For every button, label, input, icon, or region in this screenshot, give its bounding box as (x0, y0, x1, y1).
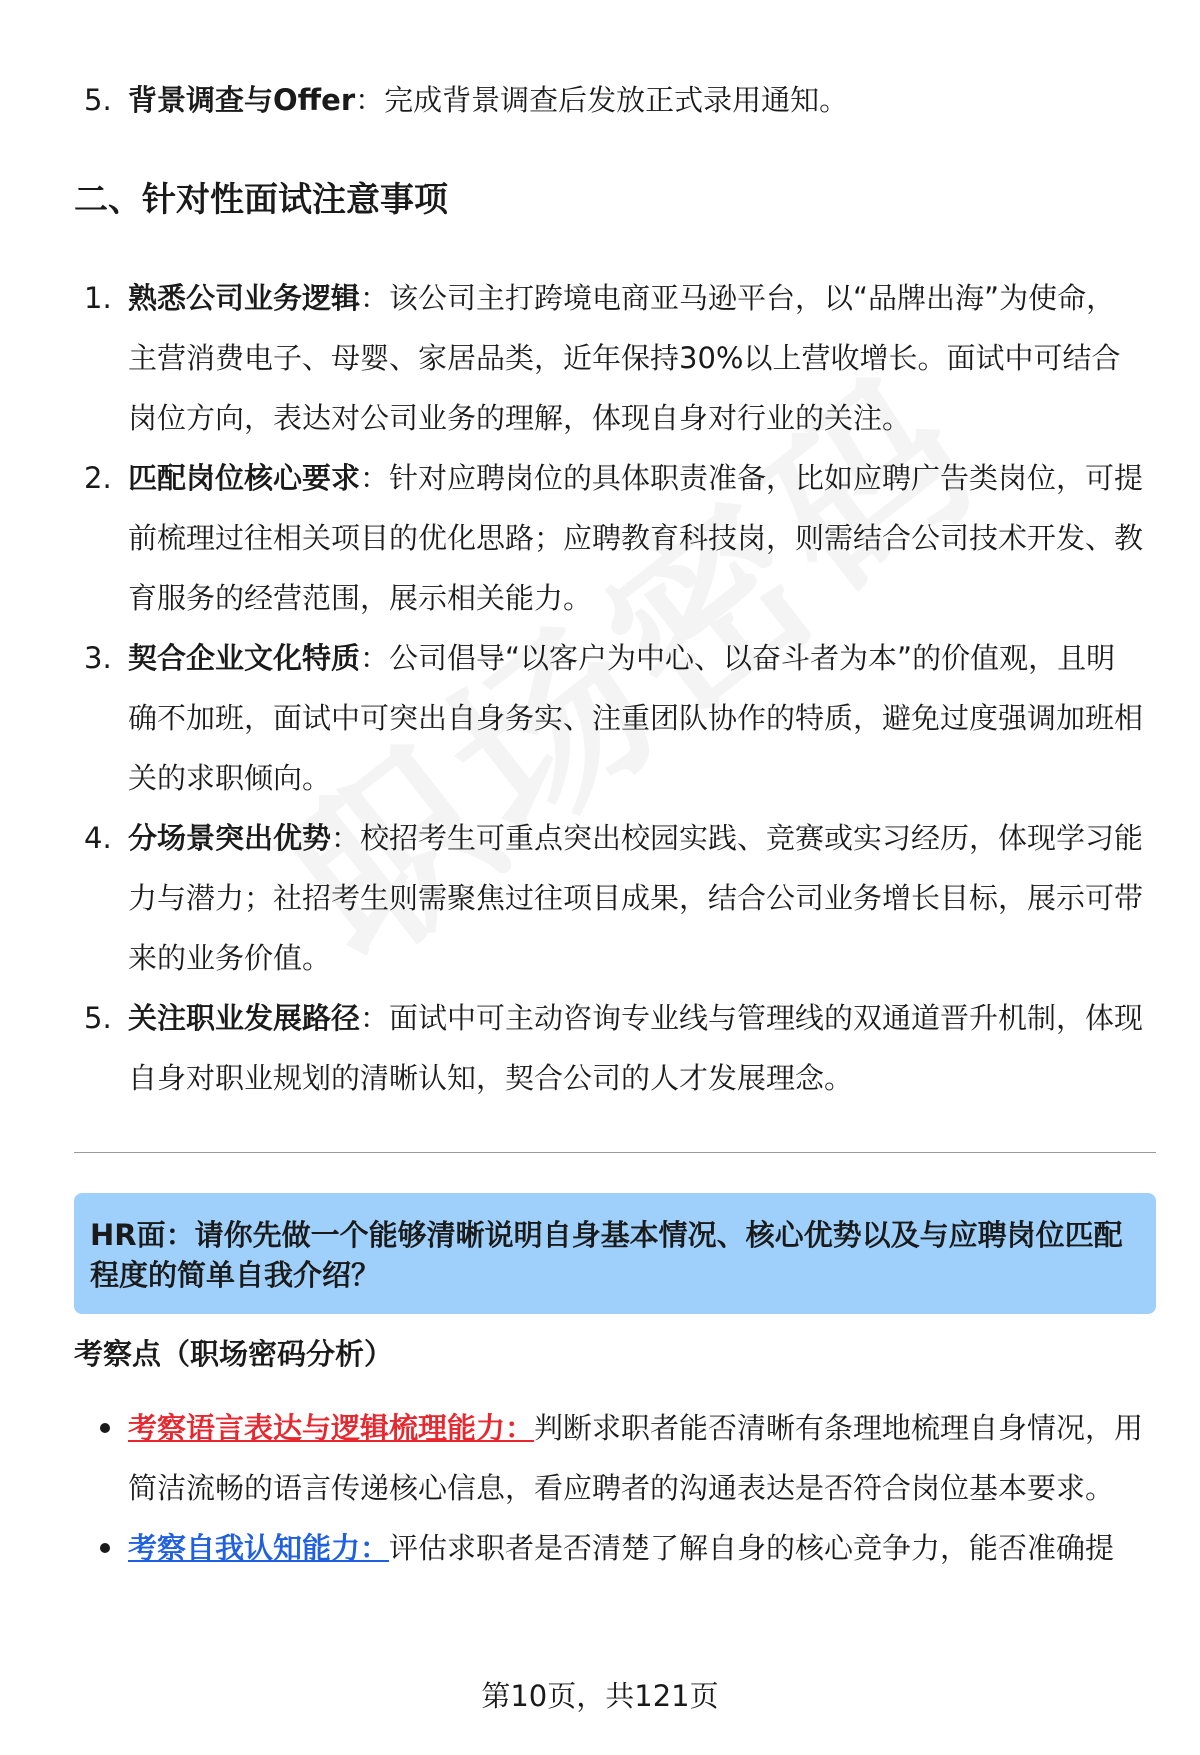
analysis-item-title: 考察语言表达与逻辑梳理能力： (128, 1411, 535, 1445)
tip-number: 3. (84, 641, 112, 675)
divider (74, 1152, 1156, 1153)
step-number: 5. (84, 83, 112, 117)
analysis-item-title: 考察自我认知能力： (128, 1531, 390, 1565)
tip-text: ：该公司主打跨境电商亚马逊平台，以“品牌出海”为使命，主营消费电子、母婴、家居品类，近年保持30%以上营收增长。面试中可结合岗位方向，表达对公司业务的理解，体现自身对行业的关注。 (128, 281, 1121, 435)
analysis-item-1 (84, 1398, 1144, 1518)
analysis-title: 考察点（职场密码分析） (74, 1337, 394, 1371)
question-text: HR面：请你先做一个能够清晰说明自身基本情况、核心优势以及与应聘岗位匹配程度的简单自我介绍？ (90, 1218, 1123, 1292)
tip-text: ：面试中可主动咨询专业线与管理线的双通道晋升机制，体现自身对职业规划的清晰认知，契合公司的人才发展理念。 (128, 1001, 1144, 1095)
tip-text: ：针对应聘岗位的具体职责准备，比如应聘广告类岗位，可提前梳理过往相关项目的优化思路；应聘教育科技岗，则需结合公司技术开发、教育服务的经营范围，展示相关能力。 (128, 461, 1144, 615)
tip-title: 匹配岗位核心要求 (128, 461, 361, 495)
step-title: 背景调查与Offer (128, 83, 356, 117)
step-text: ：完成背景调查后发放正式录用通知。 (355, 83, 849, 117)
process-step-5 (84, 70, 1144, 130)
tip-title: 分场景突出优势 (128, 821, 332, 855)
section-title: 二、针对性面试注意事项 (74, 180, 448, 220)
analysis-item-text: 评估求职者是否清楚了解自身的核心竞争力，能否准确提 (389, 1531, 1115, 1565)
tip-title: 契合企业文化特质 (128, 641, 361, 675)
analysis-item-2 (84, 1518, 1144, 1578)
analysis-item-text: 判断求职者能否清晰有条理地梳理自身情况，用简洁流畅的语言传递核心信息，看应聘者的沟通表达是否符合岗位基本要求。 (128, 1411, 1144, 1505)
tip-item-5 (84, 988, 1144, 1108)
tip-number: 1. (84, 281, 112, 315)
tip-item-3 (84, 628, 1144, 808)
tip-text: ：公司倡导“以客户为中心、以奋斗者为本”的价值观，且明确不加班，面试中可突出自身务实、注重团队协作的特质，避免过度强调加班相关的求职倾向。 (128, 641, 1144, 795)
tip-item-4 (84, 808, 1144, 988)
question-callout (74, 1193, 1156, 1314)
tip-title: 关注职业发展路径 (128, 1001, 361, 1035)
bullet-icon (100, 1423, 110, 1433)
tip-item-1 (84, 268, 1144, 448)
page-footer: 第10页，共121页 (481, 1679, 719, 1713)
tips-list (84, 268, 1144, 1108)
analysis-list (84, 1398, 1144, 1578)
tip-number: 4. (84, 821, 112, 855)
tip-number: 5. (84, 1001, 112, 1035)
tip-item-2 (84, 448, 1144, 628)
tip-text: ：校招考生可重点突出校园实践、竞赛或实习经历，体现学习能力与潜力；社招考生则需聚焦过往项目成果，结合公司业务增长目标，展示可带来的业务价值。 (128, 821, 1144, 975)
tip-number: 2. (84, 461, 112, 495)
bullet-icon (100, 1543, 110, 1553)
tip-title: 熟悉公司业务逻辑 (128, 281, 361, 315)
